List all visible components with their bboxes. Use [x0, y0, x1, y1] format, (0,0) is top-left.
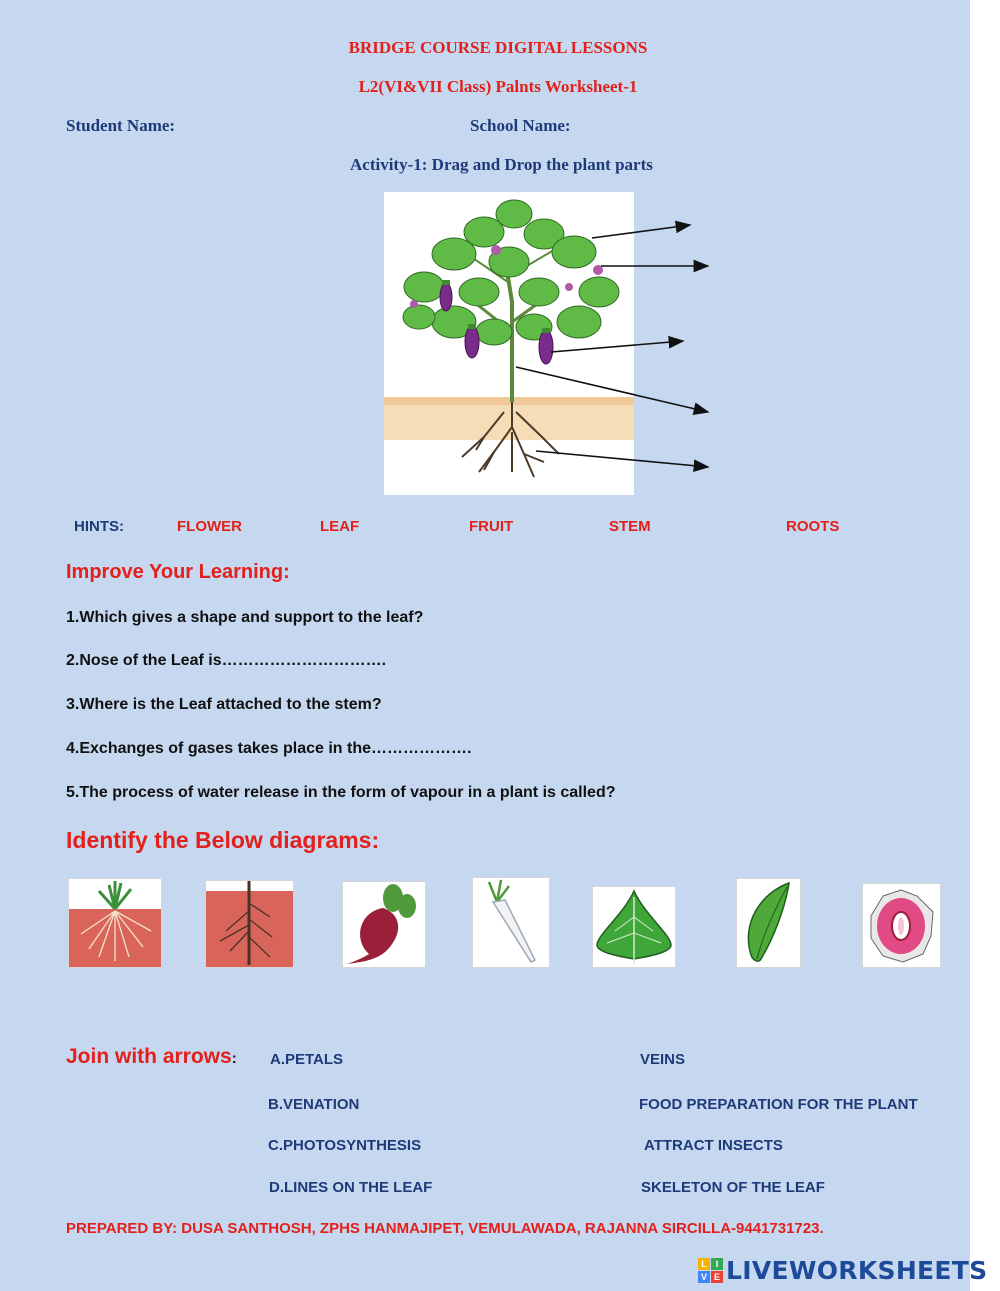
hint-flower[interactable]: FLOWER	[177, 518, 242, 535]
join-right-skeleton[interactable]: SKELETON OF THE LEAF	[641, 1179, 825, 1196]
question-5: 5.The process of water release in the form of vapour in a plant is called?	[66, 784, 616, 801]
improve-heading: Improve Your Learning:	[66, 561, 290, 583]
hint-roots[interactable]: ROOTS	[786, 518, 840, 535]
identify-heading: Identify the Below diagrams:	[66, 827, 380, 853]
join-left-b[interactable]: B.VENATION	[268, 1096, 360, 1113]
prepared-by: PREPARED BY: DUSA SANTHOSH, ZPHS HANMAJIPET, VEMULAWADA, RAJANNA SIRCILLA-9441731723.	[66, 1220, 824, 1237]
question-4: 4.Exchanges of gases takes place in the……………….	[66, 740, 472, 757]
join-left-c[interactable]: C.PHOTOSYNTHESIS	[268, 1137, 422, 1154]
join-right-insects[interactable]: ATTRACT INSECTS	[644, 1137, 783, 1154]
badge-letter: I	[711, 1258, 723, 1270]
join-left-d[interactable]: D.LINES ON THE LEAF	[269, 1179, 433, 1196]
join-heading: Join with arrows	[66, 1045, 232, 1068]
logo-badge	[698, 1258, 723, 1283]
arrow-3	[551, 341, 683, 352]
hint-fruit[interactable]: FRUIT	[469, 518, 514, 535]
diagram-tap-roots	[205, 880, 294, 968]
arrow-1	[592, 225, 690, 238]
worksheet-subtitle: L2(VI&VII Class) Palnts Worksheet-1	[358, 77, 638, 96]
arrow-5	[536, 451, 708, 467]
diagram-parallel-leaf	[736, 878, 801, 968]
activity-title: Activity-1: Drag and Drop the plant parts	[350, 155, 653, 174]
student-name-label: Student Name:	[66, 116, 176, 135]
join-right-veins[interactable]: VEINS	[640, 1051, 686, 1068]
diagram-beetroot	[342, 881, 426, 968]
badge-letter: E	[711, 1271, 723, 1283]
hint-stem[interactable]: STEM	[609, 518, 651, 535]
diagram-leaf	[592, 886, 676, 968]
arrow-4	[516, 367, 708, 412]
join-colon: :	[231, 1050, 237, 1067]
liveworksheets-logo[interactable]	[698, 1255, 987, 1285]
diagram-fibrous-roots	[68, 878, 162, 968]
question-2: 2.Nose of the Leaf is………………………….	[66, 652, 387, 669]
school-name-label: School Name:	[470, 116, 571, 135]
badge-letter: V	[698, 1271, 710, 1283]
question-3: 3.Where is the Leaf attached to the stem?	[66, 696, 382, 713]
join-left-a[interactable]: A.PETALS	[270, 1051, 344, 1068]
join-right-food[interactable]: FOOD PREPARATION FOR THE PLANT	[639, 1096, 918, 1113]
label-arrows	[0, 0, 1000, 500]
diagram-stomata	[862, 883, 941, 968]
badge-letter: L	[698, 1258, 710, 1270]
question-1: 1.Which gives a shape and support to the leaf?	[66, 609, 424, 626]
brand-name: LIVEWORKSHEETS	[726, 1255, 988, 1285]
hints-label: HINTS:	[74, 518, 124, 535]
hint-leaf[interactable]: LEAF	[320, 518, 360, 535]
diagram-radish	[472, 877, 550, 968]
join-heading-group	[66, 1045, 237, 1069]
worksheet-title: BRIDGE COURSE DIGITAL LESSONS	[348, 38, 648, 57]
